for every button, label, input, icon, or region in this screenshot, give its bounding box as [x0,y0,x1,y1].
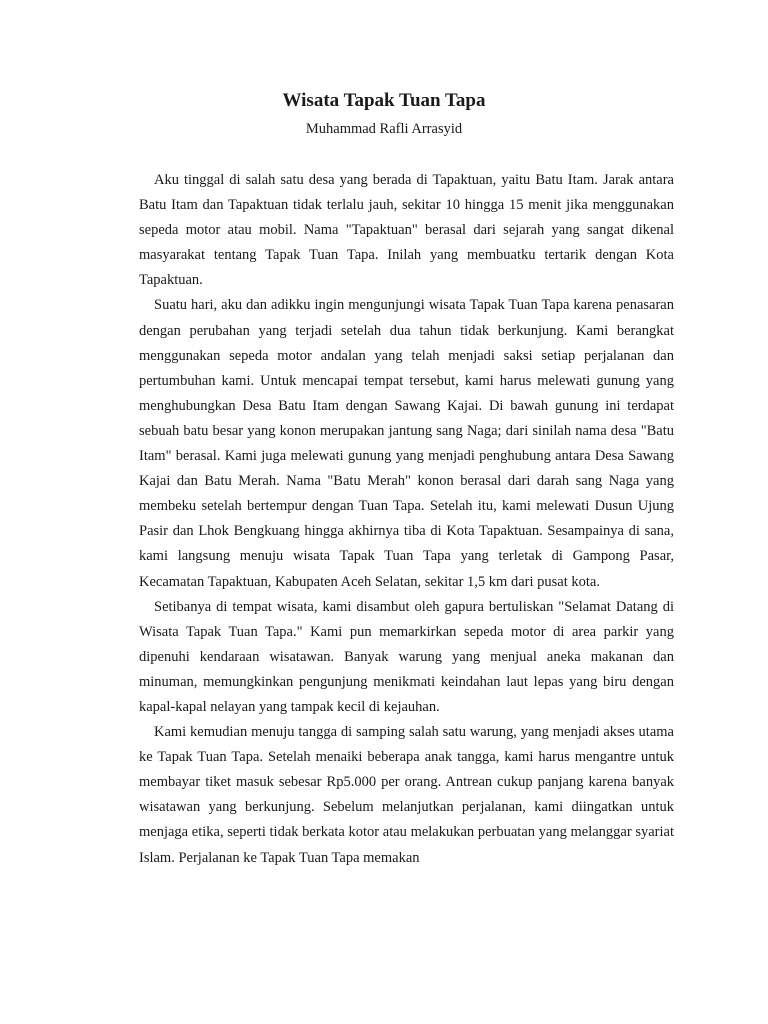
paragraph: Aku tinggal di salah satu desa yang berada di Tapaktuan, yaitu Batu Itam. Jarak antara Batu Itam dan Tapaktuan tidak terlalu jauh, sekitar 10 hingga 15 menit jika menggunakan sepeda motor atau mobil. Nama "Tapaktuan" berasal dari sejarah yang sangat dikenal masyarakat tentang Tapak Tuan Tapa. Inilah yang membuatku tertarik dengan Kota Tapaktuan. [139,172,674,289]
paragraph: Setibanya di tempat wisata, kami disambut oleh gapura bertuliskan "Selamat Datang di Wisata Tapak Tuan Tapa." Kami pun memarkirkan sepeda motor di area parkir yang dipenuhi kendaraan wisatawan. Banyak warung yang menjual aneka makanan dan minuman, memungkinkan pengunjung menikmati keindahan laut lepas yang biru dengan kapal-kapal nelayan yang tampak kecil di kejauhan. [139,598,674,715]
document-author: Muhammad Rafli Arrasyid [305,121,463,137]
paragraph: Kami kemudian menuju tangga di samping salah satu warung, yang menjadi akses utama ke Tapak Tuan Tapa. Setelah menaiki beberapa anak tangga, kami harus mengantre untuk membayar tiket masuk sebesar Rp5.000 per orang. Antrean cukup panjang karena banyak wisatawan yang berkunjung. Sebelum melanjutkan perjalanan, kami diingatkan untuk menjaga etika, seperti tidak berkata kotor atau melakukan perbuatan yang melanggar syariat Islam. Perjalanan ke Tapak Tuan Tapa memakan [139,724,674,866]
document-body [139,168,674,871]
document-title: Wisata Tapak Tuan Tapa [282,90,486,111]
paragraph: Suatu hari, aku dan adikku ingin mengunjungi wisata Tapak Tuan Tapa karena penasaran dengan perubahan yang terjadi setelah dua tahun tidak berkunjung. Kami berangkat menggunakan sepeda motor andalan yang telah menjadi saksi setiap perjalanan dan pertumbuhan kami. Untuk mencapai tempat tersebut, kami harus melewati gunung yang menghubungkan Desa Batu Itam dengan Sawang Kajai. Di bawah gunung ini terdapat sebuah batu besar yang konon merupakan jantung sang Naga; dari sinilah nama desa "Batu Itam" berasal. Kami juga melewati gunung yang menjadi penghubung antara Desa Sawang Kajai dan Batu Merah. Nama "Batu Merah" konon berasal dari darah sang Naga yang membeku setelah bertempur dengan Tuan Tapa. Setelah itu, kami melewati Dusun Ujung Pasir dan Lhok Bengkuang hingga akhirnya tiba di Kota Tapaktuan. Sesampainya di sana, kami langsung menuju wisata Tapak Tuan Tapa yang terletak di Gampong Pasar, Kecamatan Tapaktuan, Kabupaten Aceh Selatan, sekitar 1,5 km dari pusat kota. [139,297,674,590]
